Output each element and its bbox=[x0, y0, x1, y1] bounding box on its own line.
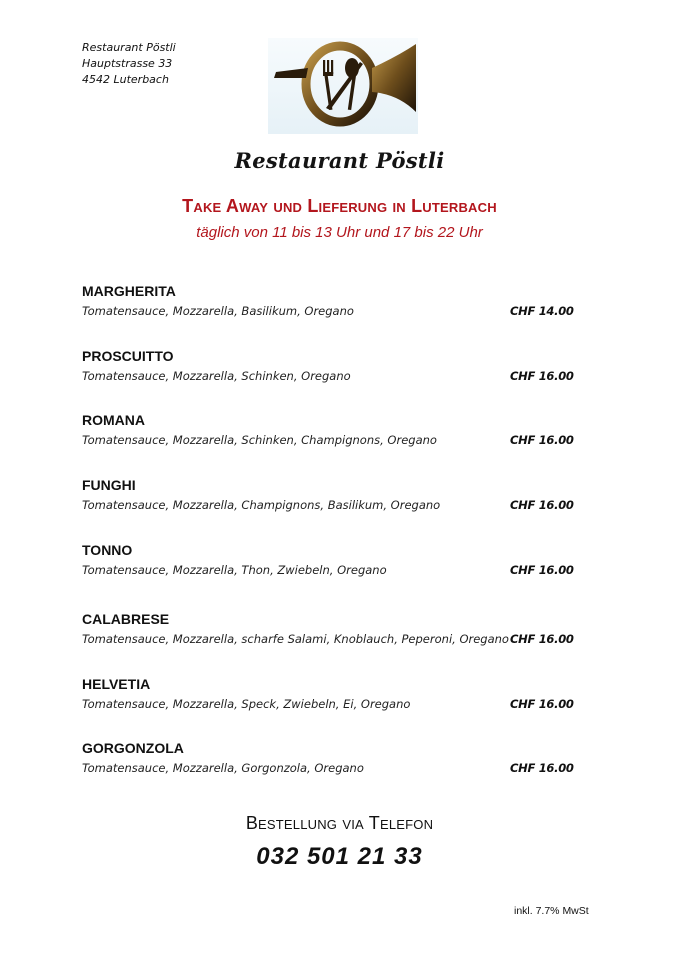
menu-item-tonno bbox=[82, 541, 572, 578]
item-description: Tomatensauce, Mozzarella, Gorgonzola, Oregano bbox=[82, 761, 364, 775]
address-line-street: Hauptstrasse 33 bbox=[82, 57, 173, 70]
item-description: Tomatensauce, Mozzarella, Schinken, Champignons, Oregano bbox=[82, 433, 437, 447]
item-description: Tomatensauce, Mozzarella, Thon, Zwiebeln, Oregano bbox=[82, 563, 387, 577]
menu-item-calabrese bbox=[82, 610, 572, 647]
menu-item-proscuitto bbox=[82, 347, 572, 384]
posthorn-icon bbox=[268, 38, 418, 134]
item-description: Tomatensauce, Mozzarella, Basilikum, Oregano bbox=[82, 304, 354, 318]
item-name: PROSCUITTO bbox=[82, 348, 174, 364]
item-name: HELVETIA bbox=[82, 676, 151, 692]
takeaway-headline: Take Away und Lieferung in Luterbach bbox=[182, 196, 497, 216]
menu-item-romana bbox=[82, 411, 572, 448]
item-name: FUNGHI bbox=[82, 477, 136, 493]
item-price: CHF 16.00 bbox=[510, 761, 574, 775]
item-price: CHF 16.00 bbox=[510, 632, 574, 646]
item-name: TONNO bbox=[82, 542, 133, 558]
item-name: MARGHERITA bbox=[82, 283, 176, 299]
item-name: CALABRESE bbox=[82, 611, 170, 627]
restaurant-address bbox=[82, 40, 176, 88]
address-line-city: 4542 Luterbach bbox=[82, 73, 169, 86]
order-label: Bestellung via Telefon bbox=[245, 813, 434, 833]
item-price: CHF 16.00 bbox=[510, 369, 574, 383]
address-line-name: Restaurant Pöstli bbox=[82, 41, 176, 54]
item-description: Tomatensauce, Mozzarella, Schinken, Oregano bbox=[82, 369, 351, 383]
menu-item-helvetia bbox=[82, 675, 572, 712]
posthorn-cutlery-logo bbox=[268, 38, 418, 134]
item-price: CHF 14.00 bbox=[510, 304, 574, 318]
menu-item-margherita bbox=[82, 282, 572, 319]
opening-hours: täglich von 11 bis 13 Uhr und 17 bis 22 Uhr bbox=[196, 224, 483, 241]
menu-item-gorgonzola bbox=[82, 739, 572, 776]
item-price: CHF 16.00 bbox=[510, 563, 574, 577]
vat-note: inkl. 7.7% MwSt bbox=[514, 905, 589, 917]
item-price: CHF 16.00 bbox=[510, 433, 574, 447]
item-price: CHF 16.00 bbox=[510, 697, 574, 711]
brand-name: Restaurant Pöstli bbox=[234, 148, 445, 173]
item-description: Tomatensauce, Mozzarella, Champignons, Basilikum, Oregano bbox=[82, 498, 441, 512]
item-price: CHF 16.00 bbox=[510, 498, 574, 512]
order-phone-number: 032 501 21 33 bbox=[256, 843, 423, 870]
item-name: GORGONZOLA bbox=[82, 740, 184, 756]
item-name: ROMANA bbox=[82, 412, 145, 428]
item-description: Tomatensauce, Mozzarella, Speck, Zwiebeln, Ei, Oregano bbox=[82, 697, 411, 711]
item-description: Tomatensauce, Mozzarella, scharfe Salami, Knoblauch, Peperoni, Oregano bbox=[82, 632, 509, 646]
menu-item-funghi bbox=[82, 476, 572, 513]
